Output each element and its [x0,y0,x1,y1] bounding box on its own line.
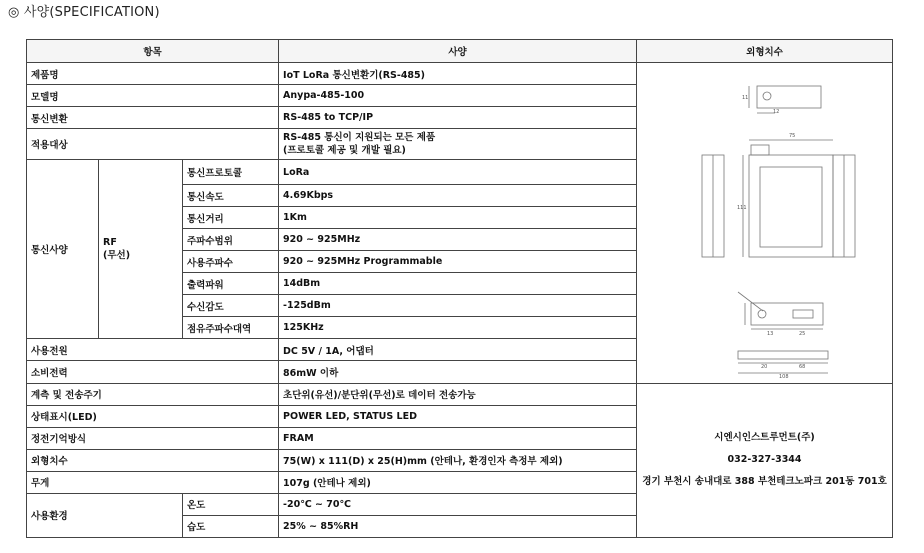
dim-label: 11 [742,95,749,102]
row-value: 75(W) x 111(D) x 25(H)mm (안테나, 환경인자 측정부 제외) [279,449,637,471]
rf-sublabel: (무선) [103,250,131,262]
dimension-drawing [641,63,893,379]
sub-row-label: 사용주파수 [183,251,279,273]
row-value: IoT LoRa 통신변환기(RS-485) [279,63,637,85]
sub-row-value: -20℃ ~ 70℃ [279,493,637,515]
row-value: FRAM [279,427,637,449]
row-value-line: (프로토콜 제공 및 개발 필요) [283,145,406,157]
col-header-spec: 사양 [279,40,637,63]
company-name: 시엔시인스트루먼트(주) [714,432,815,444]
company-info-cell [637,383,893,538]
spec-table [26,39,893,538]
row-label: 적용대상 [27,129,279,160]
sub-row-label: 통신속도 [183,185,279,207]
row-label: 제품명 [27,63,279,85]
sub-row-label: 통신거리 [183,207,279,229]
row-value: POWER LED, STATUS LED [279,405,637,427]
sub-row-value: 920 ~ 925MHz Programmable [279,251,637,273]
row-label: 정전기억방식 [27,427,279,449]
row-label: 계측 및 전송주기 [27,383,279,405]
company-phone: 032-327-3344 [727,454,802,466]
dim-label: 25 [799,331,806,338]
row-label: 외형치수 [27,449,279,471]
dim-label: 68 [799,364,806,371]
dimension-drawing-cell [637,63,893,383]
sub-row-value: LoRa [279,160,637,185]
antenna-connector [751,145,769,155]
row-label: 통신변환 [27,107,279,129]
sub-row-label: 습도 [183,515,279,537]
row-label: 상태표시(LED) [27,405,279,427]
row-label: 소비전력 [27,361,279,383]
rf-group-label [99,160,183,339]
sub-row-label: 수신감도 [183,295,279,317]
sub-row-label: 출력파워 [183,273,279,295]
sub-row-value: -125dBm [279,295,637,317]
antenna-line [738,292,763,311]
row-value: 86mW 이하 [279,361,637,383]
row-value: 107g (안테나 제외) [279,471,637,493]
bottom-view-body [738,351,828,359]
row-value: DC 5V / 1A, 어댑터 [279,339,637,361]
front-view-panel [760,167,822,247]
sub-row-label: 주파수범위 [183,229,279,251]
row-value: Anypa-485-100 [279,85,637,107]
top-view-antenna [763,92,771,100]
sub-row-value: 125KHz [279,317,637,339]
dim-label: 108 [779,374,789,380]
sub-row-value: 1Km [279,207,637,229]
row-value [279,129,637,160]
sub-row-label: 온도 [183,493,279,515]
dim-label: 12 [773,109,780,116]
company-address: 경기 부천시 송내대로 388 부천테크노파크 201동 701호 [642,476,887,488]
side-view-body [751,303,823,325]
row-value: 초단위(유선)/분단위(무선)로 데이터 전송가능 [279,383,637,405]
sub-row-value: 4.69Kbps [279,185,637,207]
dim-label: 111 [737,205,747,212]
rf-label: RF [103,237,117,249]
row-value-line: RS-485 통신이 지원되는 모든 제품 [283,132,436,144]
col-header-item: 항목 [27,40,279,63]
row-label: 무게 [27,471,279,493]
sub-row-value: 25% ~ 85%RH [279,515,637,537]
dim-label: 20 [761,364,768,371]
row-label: 사용환경 [27,493,183,537]
sub-row-value: 920 ~ 925MHz [279,229,637,251]
row-label: 통신사양 [27,160,99,339]
row-label: 사용전원 [27,339,279,361]
row-value: RS-485 to TCP/IP [279,107,637,129]
top-view-body [757,86,821,108]
col-header-dims: 외형치수 [637,40,893,63]
spec-heading: ◎ 사양(SPECIFICATION) [8,5,160,20]
row-label: 모델명 [27,85,279,107]
front-view-body [749,155,833,257]
sub-row-label: 점유주파수대역 [183,317,279,339]
sub-row-label: 통신프로토콜 [183,160,279,185]
dim-label: 75 [789,133,796,140]
sub-row-value: 14dBm [279,273,637,295]
dim-label: 13 [767,331,774,338]
